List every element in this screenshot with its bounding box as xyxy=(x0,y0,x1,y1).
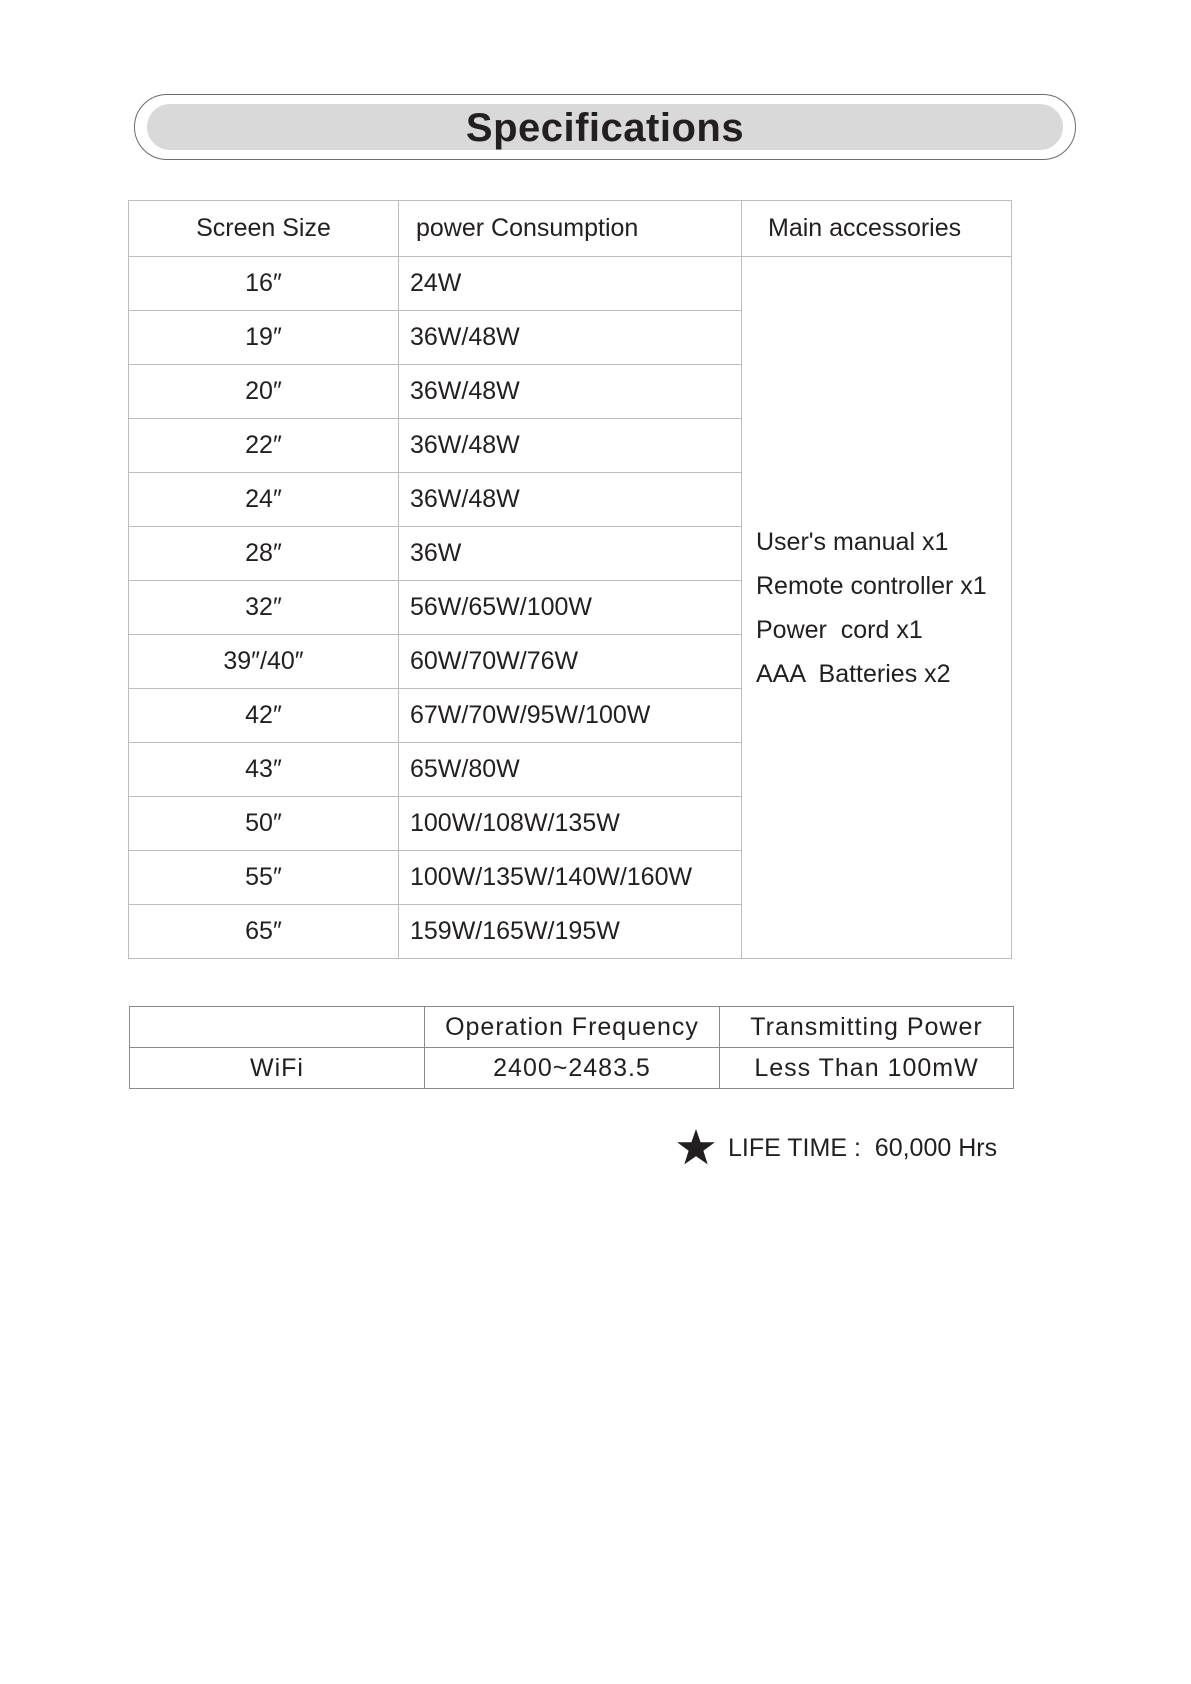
screen-size-cell: 42″ xyxy=(129,689,399,743)
power-cell: 36W/48W xyxy=(399,419,742,473)
table-row xyxy=(129,257,1012,311)
wifi-label-cell: WiFi xyxy=(130,1048,425,1089)
star-icon xyxy=(676,1128,716,1168)
wifi-frequency-cell: 2400~2483.5 xyxy=(425,1048,720,1089)
wifi-data-row xyxy=(130,1048,1014,1089)
screen-size-cell: 65″ xyxy=(129,905,399,959)
power-cell: 100W/108W/135W xyxy=(399,797,742,851)
accessory-item: Remote controller x1 xyxy=(756,571,987,600)
power-cell: 36W/48W xyxy=(399,311,742,365)
power-cell: 60W/70W/76W xyxy=(399,635,742,689)
power-cell: 36W/48W xyxy=(399,365,742,419)
power-cell: 56W/65W/100W xyxy=(399,581,742,635)
screen-size-cell: 24″ xyxy=(129,473,399,527)
screen-size-cell: 19″ xyxy=(129,311,399,365)
header-screen-size: Screen Size xyxy=(129,201,399,257)
wifi-header-frequency: Operation Frequency xyxy=(425,1007,720,1048)
accessories-cell xyxy=(742,257,1012,959)
screen-size-cell: 20″ xyxy=(129,365,399,419)
power-cell: 67W/70W/95W/100W xyxy=(399,689,742,743)
wifi-header-empty xyxy=(130,1007,425,1048)
screen-size-cell: 50″ xyxy=(129,797,399,851)
screen-size-cell: 22″ xyxy=(129,419,399,473)
accessory-item: AAA Batteries x2 xyxy=(756,659,951,688)
screen-size-cell: 55″ xyxy=(129,851,399,905)
screen-size-cell: 39″/40″ xyxy=(129,635,399,689)
power-cell: 159W/165W/195W xyxy=(399,905,742,959)
power-cell: 65W/80W xyxy=(399,743,742,797)
accessory-item: Power cord x1 xyxy=(756,615,923,644)
power-cell: 100W/135W/140W/160W xyxy=(399,851,742,905)
lifetime-label: LIFE TIME : 60,000 Hrs xyxy=(728,1133,998,1162)
header-power-consumption: power Consumption xyxy=(399,201,742,257)
title-banner xyxy=(134,94,1076,160)
wifi-power-cell: Less Than 100mW xyxy=(720,1048,1014,1089)
wifi-header-row xyxy=(130,1007,1014,1048)
specifications-table xyxy=(128,200,1012,959)
lifetime-note xyxy=(676,1128,997,1168)
wifi-table xyxy=(129,1006,1014,1089)
power-cell: 24W xyxy=(399,257,742,311)
table-header-row xyxy=(129,201,1012,257)
page-title: Specifications xyxy=(465,106,745,150)
screen-size-cell: 32″ xyxy=(129,581,399,635)
screen-size-cell: 28″ xyxy=(129,527,399,581)
accessory-item: User's manual x1 xyxy=(756,527,949,556)
screen-size-cell: 16″ xyxy=(129,257,399,311)
wifi-header-power: Transmitting Power xyxy=(720,1007,1014,1048)
power-cell: 36W/48W xyxy=(399,473,742,527)
power-cell: 36W xyxy=(399,527,742,581)
header-main-accessories: Main accessories xyxy=(742,201,1012,257)
screen-size-cell: 43″ xyxy=(129,743,399,797)
